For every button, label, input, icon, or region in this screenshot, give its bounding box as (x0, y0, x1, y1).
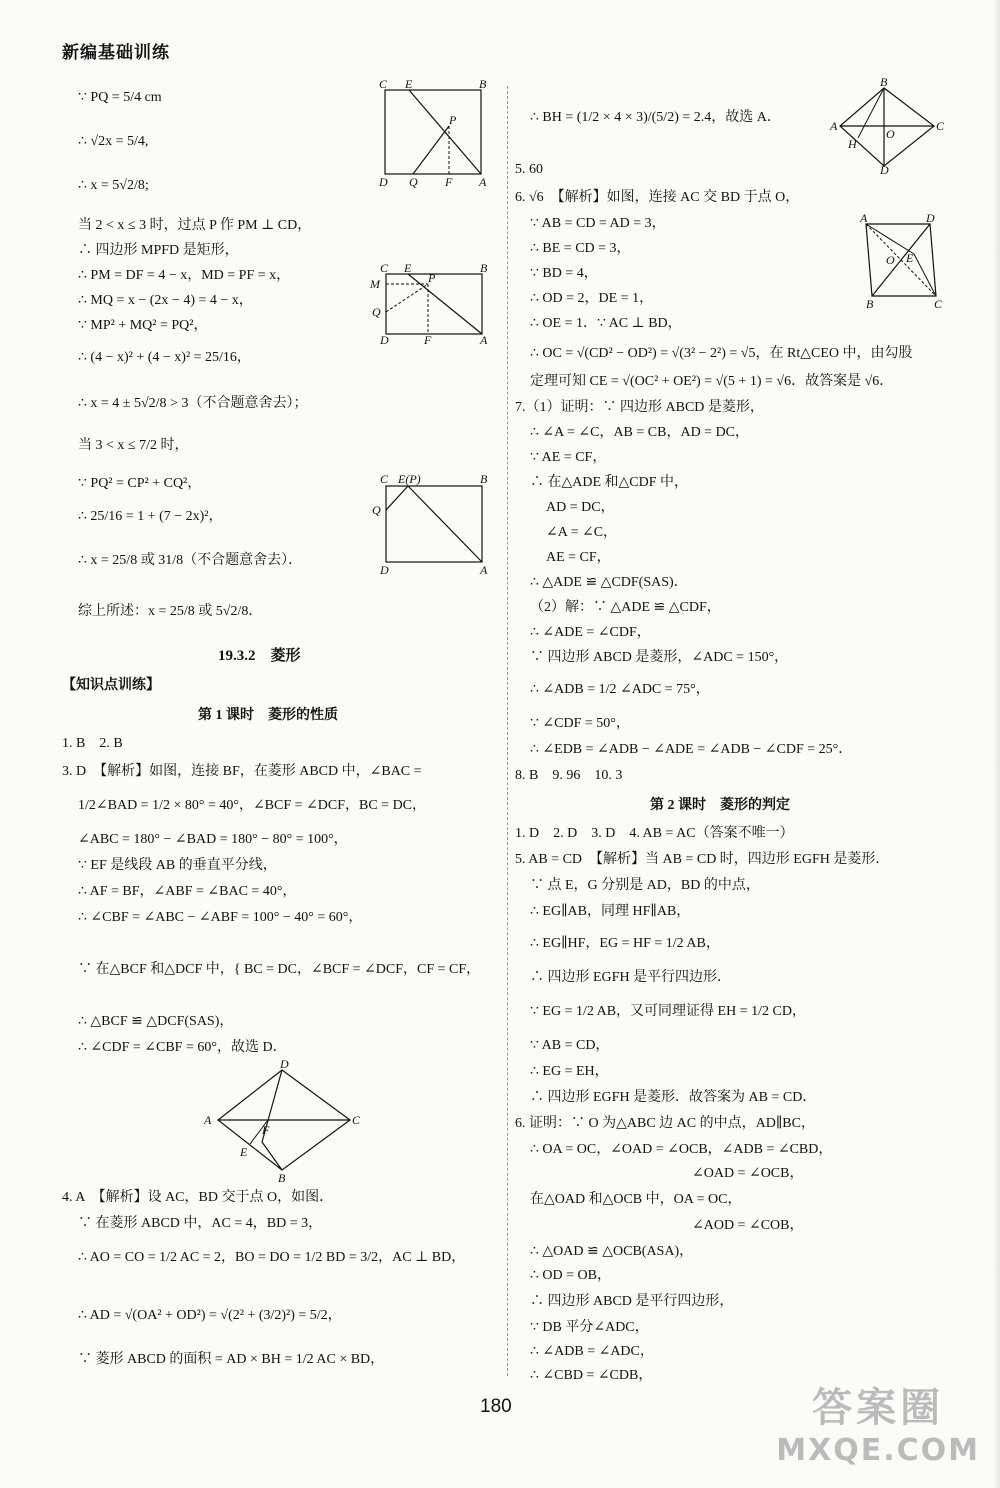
fig-label: B (278, 1171, 286, 1184)
fig-label: A (480, 563, 488, 577)
fig-label: D (380, 563, 389, 577)
text-line: ∴ x = 5√2/8; (78, 178, 149, 193)
text-line: 3. D 【解析】如图，连接 BF，在菱形 ABCD 中，∠BAC = (62, 764, 422, 779)
fig-label: E (404, 262, 412, 275)
text-line: 8. B 9. 96 10. 3 (515, 768, 623, 783)
fig-label: B (480, 472, 488, 486)
text-line: ∵ EG = 1/2 AB，又可同理证得 EH = 1/2 CD， (530, 1004, 806, 1019)
text-line: ∵ 在△BCF 和△DCF 中，{ BC = DC，∠BCF = ∠DCF，CF = CF， (78, 962, 481, 977)
text-line: ∴ 四边形 EGFH 是平行四边形． (530, 970, 732, 985)
column-divider (507, 86, 508, 1376)
text-line: ∴ △OAD ≌ △OCB(ASA)， (530, 1244, 694, 1259)
text-line: ∵ AB = CD = AD = 3， (530, 216, 666, 231)
lesson-title: 第 1 课时 菱形的性质 (198, 708, 338, 723)
text-line: ∴ PM = DF = 4 − x，MD = PF = x， (78, 268, 291, 283)
text-line: ∴ 25/16 = 1 + (7 − 2x)²， (78, 509, 223, 524)
fig-label: A (479, 175, 487, 188)
text-line: ∴ BE = CD = 3， (530, 241, 631, 256)
fig-label: O (886, 253, 895, 267)
text-line: ∴ OD = 2，DE = 1， (530, 291, 654, 306)
fig-label: C (380, 262, 389, 275)
fig-label: D (926, 211, 935, 225)
figure-rhombus-bh (828, 76, 948, 176)
text-line: ∴ △BCF ≌ △DCF(SAS)， (78, 1014, 234, 1029)
text-line: ∴ △ADE ≌ △CDF(SAS)． (530, 575, 688, 590)
fig-label: M (370, 277, 380, 291)
text-line: ∴ OC = √(CD² − OD²) = √(3² − 2²) = √5，在 Rt△CEO 中，由勾股 (530, 346, 913, 361)
fig-label: F (445, 175, 453, 188)
text-line: 当 2 < x ≤ 3 时，过点 P 作 PM ⊥ CD， (78, 218, 312, 233)
fig-label: B (480, 262, 488, 275)
fig-label: D (379, 175, 388, 188)
text-line: ∵ 四边形 ABCD 是菱形，∠ADC = 150°， (530, 650, 789, 665)
text-line: ∴ BH = (1/2 × 4 × 3)/(5/2) = 2.4，故选 A． (530, 110, 781, 125)
text-line: ∴ MQ = x − (2x − 4) = 4 − x， (78, 293, 253, 308)
text-line: ∵ DB 平分∠ADC， (530, 1320, 649, 1335)
text-line: 4. A 【解析】设 AC，BD 交于点 O，如图． (62, 1190, 334, 1205)
fig-label: B (866, 297, 874, 310)
fig-label: C (352, 1113, 361, 1127)
fig-label: D (280, 1058, 289, 1071)
text-line: ∴ OE = 1．∵ AC ⊥ BD， (530, 316, 682, 331)
text-line: ∵ MP² + MQ² = PQ²， (78, 318, 208, 333)
fig-label: F (262, 1123, 270, 1137)
figure-rectangle-ep (368, 470, 496, 580)
fig-label: Q (372, 305, 381, 319)
watermark-bottom: MXQE.COM (776, 1433, 980, 1468)
text-line: ∴ 四边形 EGFH 是菱形．故答案为 AB = CD． (530, 1090, 817, 1105)
watermark-logo (776, 1376, 980, 1468)
text-line: ∵ EF 是线段 AB 的垂直平分线， (78, 858, 277, 873)
fig-label: A (830, 119, 838, 133)
text-line: 6. 证明：∵ O 为△ABC 边 AC 的中点，AD∥BC， (515, 1116, 815, 1131)
text-line: ∴ ∠ADE = ∠CDF， (530, 625, 651, 640)
fig-label: E (405, 78, 413, 91)
text-line: ∴ 四边形 ABCD 是平行四边形， (530, 1294, 734, 1309)
text-line: ∴ x = 25/8 或 31/8（不合题意舍去）． (78, 553, 303, 568)
text-line: ∵ PQ = 5/4 cm (78, 90, 162, 105)
text-line: 当 3 < x ≤ 7/2 时， (78, 438, 189, 453)
section-title: 19.3.2 菱形 (218, 648, 301, 664)
figure-rhombus-abcd (200, 1058, 370, 1184)
lesson-title: 第 2 课时 菱形的判定 (650, 798, 790, 813)
page-number: 180 (480, 1396, 512, 1417)
text-line: ∴ AD = √(OA² + OD²) = √(2² + (3/2)²) = 5/2， (78, 1308, 342, 1323)
text-line: 5. 60 (515, 162, 543, 177)
text-line: ∵ PQ² = CP² + CQ²， (78, 476, 202, 491)
text-line: ∴ AF = BF，∠ABF = ∠BAC = 40°， (78, 884, 297, 899)
text-line: ∠OAD = ∠OCB， (692, 1166, 804, 1181)
text-line: ∴ ∠CBD = ∠CDB， (530, 1368, 653, 1383)
text-line: AD = DC， (546, 500, 615, 515)
page-edge-shadow (992, 0, 1000, 1488)
text-line: ∵ AB = CD， (530, 1038, 610, 1053)
fig-label: C (380, 472, 389, 486)
text-line: ∴ ∠CDF = ∠CBF = 60°，故选 D． (78, 1040, 287, 1055)
text-line: ∴ ∠EDB = ∠ADB − ∠ADE = ∠ADB − ∠CDF = 25°． (530, 742, 853, 757)
fig-label: B (880, 76, 888, 89)
text-line: ∵ 点 E，G 分别是 AD，BD 的中点， (530, 878, 760, 893)
fig-label: P (428, 271, 436, 285)
book-header: 新编基础训练 (62, 43, 170, 63)
fig-label: E(P) (398, 472, 421, 486)
fig-label: D (880, 163, 889, 176)
fig-label: A (860, 211, 868, 225)
fig-label: P (449, 113, 457, 127)
text-line: 在△OAD 和△OCB 中，OA = OC， (530, 1192, 742, 1207)
fig-label: O (886, 127, 895, 141)
text-line: ∵ 菱形 ABCD 的面积 = AD × BH = 1/2 AC × BD， (78, 1352, 385, 1367)
text-line: ∴ EG∥HF，EG = HF = 1/2 AB， (530, 936, 720, 951)
text-line: ∴ (4 − x)² + (4 − x)² = 25/16， (78, 350, 251, 365)
text-line: （2）解：∵ △ADE ≌ △CDF， (530, 600, 721, 615)
fig-label: A (204, 1113, 212, 1127)
text-line: ∵ ∠CDF = 50°， (530, 716, 630, 731)
fig-label: E (906, 251, 914, 265)
text-line: 7.（1）证明：∵ 四边形 ABCD 是菱形， (515, 400, 764, 415)
text-line: ∵ BD = 4， (530, 266, 598, 281)
text-line: ∴ 四边形 MPFD 是矩形， (78, 243, 239, 258)
fig-label: E (240, 1145, 248, 1159)
text-line: 综上所述：x = 25/8 或 5√2/8． (78, 604, 263, 619)
text-line: ∴ 在△ADE 和△CDF 中， (530, 475, 689, 490)
text-line: 定理可知 CE = √(OC² + OE²) = √(5 + 1) = √6．故答案是 √6． (530, 374, 894, 389)
section-tag: 【知识点训练】 (62, 678, 160, 693)
text-line: 1. D 2. D 3. D 4. AB = AC（答案不唯一） (515, 826, 794, 841)
text-line: ∴ ∠A = ∠C，AB = CB，AD = DC， (530, 425, 750, 440)
text-line: ∴ OA = OC，∠OAD = ∠OCB，∠ADB = ∠CBD， (530, 1142, 833, 1157)
text-line: 1/2∠BAD = 1/2 × 80° = 40°，∠BCF = ∠DCF，BC = DC， (78, 798, 427, 813)
text-line: AE = CF， (546, 550, 611, 565)
text-line: ∵ 在菱形 ABCD 中，AC = 4，BD = 3， (78, 1216, 323, 1231)
watermark-top: 答案圈 (812, 1385, 945, 1431)
fig-label: D (380, 333, 389, 346)
figure-parallelogram-ce (852, 210, 952, 310)
text-line: ∴ OD = OB， (530, 1268, 611, 1283)
text-line: 5. AB = CD 【解析】当 AB = CD 时，四边形 EGFH 是菱形． (515, 852, 890, 867)
fig-label: Q (372, 503, 381, 517)
text-line: ∠A = ∠C， (546, 525, 618, 540)
text-line: 1. B 2. B (62, 736, 123, 751)
text-line: ∴ EG∥AB，同理 HF∥AB， (530, 904, 691, 919)
text-line: ∴ EG = EH， (530, 1064, 609, 1079)
fig-label: C (934, 297, 943, 310)
figure-rectangle-pq (375, 78, 495, 188)
fig-label: H (848, 137, 857, 151)
text-line: ∴ ∠ADB = 1/2 ∠ADC = 75°， (530, 682, 710, 697)
text-line: ∴ AO = CO = 1/2 AC = 2，BO = DO = 1/2 BD = 3/2，AC ⊥ BD， (78, 1250, 466, 1265)
text-line: ∠AOD = ∠COB， (692, 1218, 804, 1233)
fig-label: B (479, 78, 487, 91)
fig-label: A (480, 333, 488, 346)
fig-label: F (424, 333, 432, 346)
fig-label: Q (409, 175, 418, 188)
text-line: ∵ AE = CF， (530, 450, 607, 465)
text-line: ∴ ∠ADB = ∠ADC， (530, 1344, 654, 1359)
text-line: ∠ABC = 180° − ∠BAD = 180° − 80° = 100°， (78, 832, 348, 847)
figure-rectangle-mpfd (368, 262, 496, 346)
text-line: ∴ x = 4 ± 5√2/8 > 3（不合题意舍去）； (78, 396, 308, 411)
text-line: ∴ ∠CBF = ∠ABC − ∠ABF = 100° − 40° = 60°， (78, 910, 363, 925)
fig-label: C (379, 78, 388, 91)
text-line: ∴ √2x = 5/4, (78, 134, 149, 149)
text-line: 6. √6 【解析】如图，连接 AC 交 BD 于点 O， (515, 190, 800, 205)
fig-label: C (936, 119, 945, 133)
